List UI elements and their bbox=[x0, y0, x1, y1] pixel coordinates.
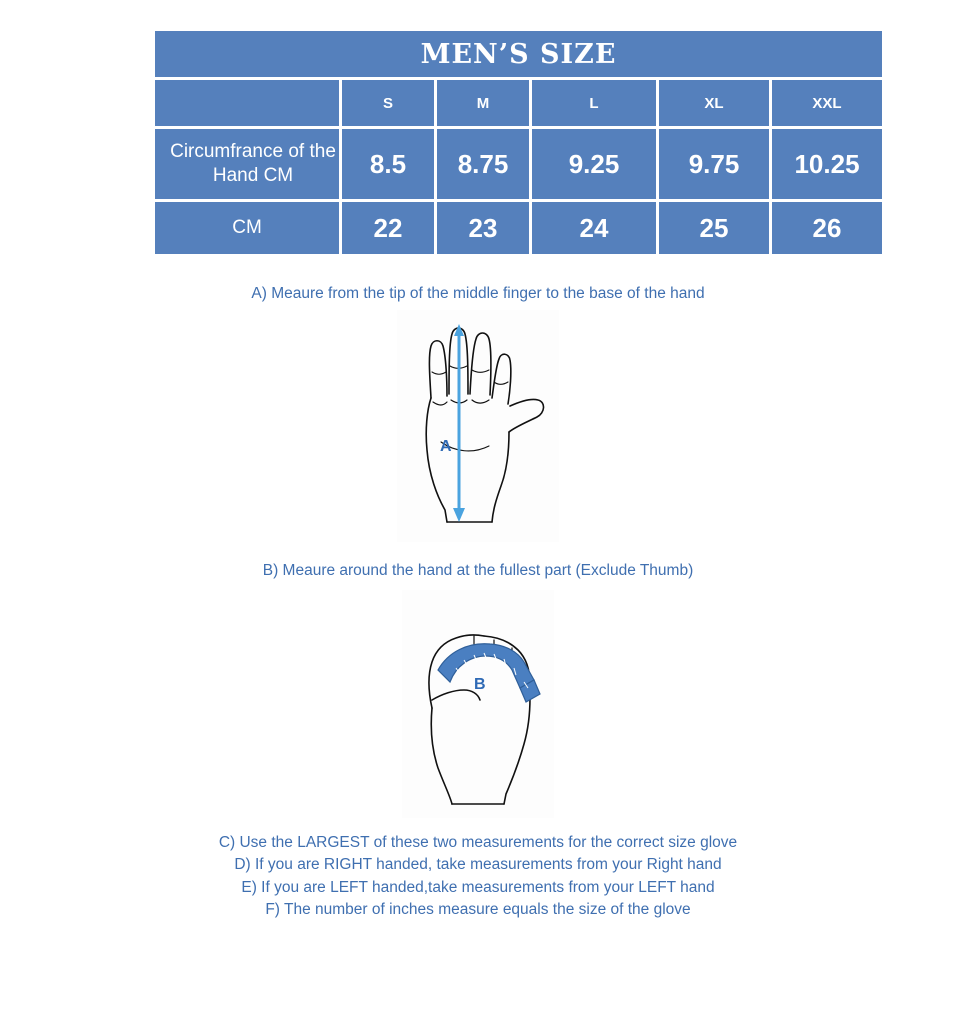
caption-measurement-b: B) Meaure around the hand at the fullest part (Exclude Thumb) bbox=[262, 562, 694, 579]
cell-cm-l: 24 bbox=[532, 202, 656, 254]
fist-with-tape-illustration bbox=[402, 590, 554, 818]
size-table-container bbox=[152, 28, 874, 257]
table-row bbox=[155, 202, 882, 254]
length-arrow bbox=[453, 324, 465, 522]
figure-b-letter: B bbox=[474, 676, 486, 693]
figure-hand-length bbox=[397, 310, 559, 542]
open-hand-illustration bbox=[397, 310, 559, 542]
column-header-xxl: XXL bbox=[772, 80, 882, 126]
table-title: MEN’S SIZE bbox=[155, 31, 882, 77]
row-label-cm: CM bbox=[155, 202, 339, 254]
table-row bbox=[155, 129, 882, 199]
cell-circumference-xxl: 10.25 bbox=[772, 129, 882, 199]
cell-circumference-xl: 9.75 bbox=[659, 129, 769, 199]
column-header-l: L bbox=[532, 80, 656, 126]
column-header-xl: XL bbox=[659, 80, 769, 126]
column-header-m: M bbox=[437, 80, 529, 126]
instruction-notes bbox=[0, 832, 956, 922]
cell-circumference-m: 8.75 bbox=[437, 129, 529, 199]
table-title-row bbox=[155, 31, 882, 77]
note-e: E) If you are LEFT handed,take measurements from your LEFT hand bbox=[241, 878, 715, 896]
cell-circumference-l: 9.25 bbox=[532, 129, 656, 199]
table-corner-cell bbox=[155, 80, 339, 126]
tape-measure bbox=[438, 644, 540, 702]
row-label-circumference: Circumfrance of the Hand CM bbox=[155, 129, 339, 199]
figure-a-letter: A bbox=[440, 438, 452, 455]
cell-cm-m: 23 bbox=[437, 202, 529, 254]
column-header-s: S bbox=[342, 80, 434, 126]
size-table bbox=[152, 28, 885, 257]
table-header-row bbox=[155, 80, 882, 126]
note-f: F) The number of inches measure equals the size of the glove bbox=[265, 901, 691, 919]
cell-cm-xxl: 26 bbox=[772, 202, 882, 254]
caption-measurement-a: A) Meaure from the tip of the middle finger to the base of the hand bbox=[251, 285, 705, 302]
note-d: D) If you are RIGHT handed, take measurements from your Right hand bbox=[234, 856, 722, 874]
note-c: C) Use the LARGEST of these two measurements for the correct size glove bbox=[218, 834, 738, 851]
cell-circumference-s: 8.5 bbox=[342, 129, 434, 199]
cell-cm-xl: 25 bbox=[659, 202, 769, 254]
figure-hand-circumference bbox=[402, 590, 554, 818]
cell-cm-s: 22 bbox=[342, 202, 434, 254]
